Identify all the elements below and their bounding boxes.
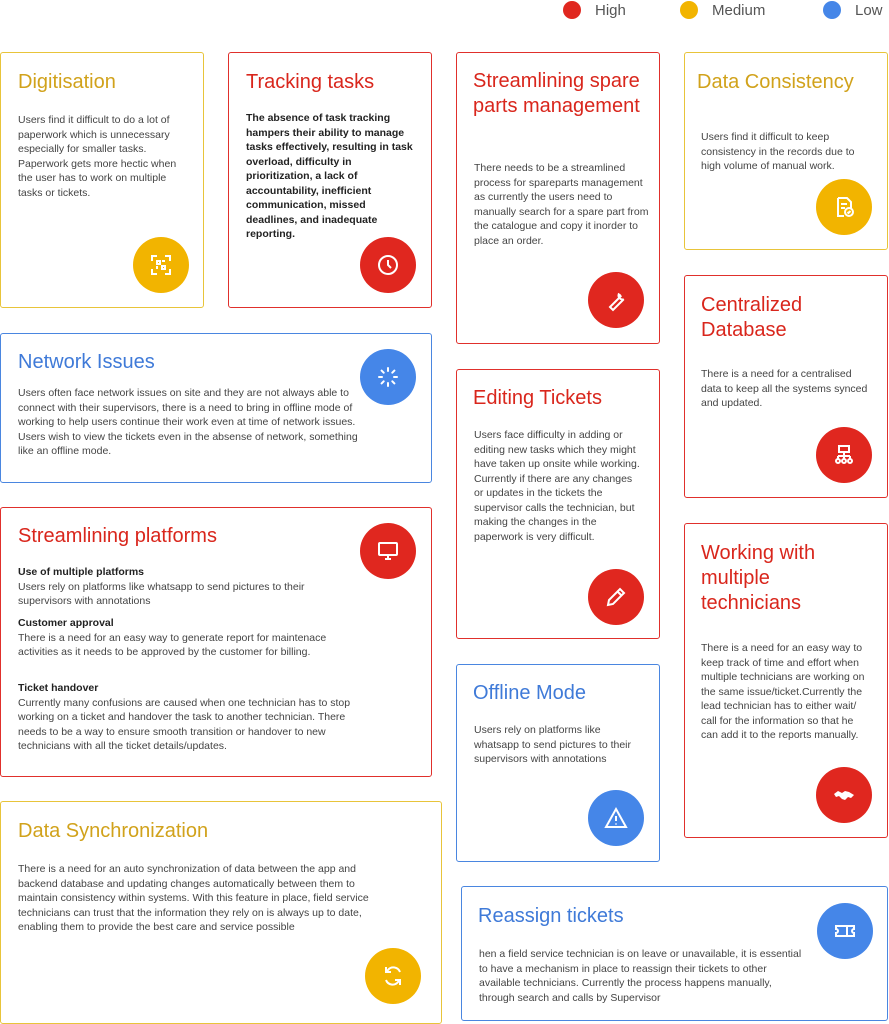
card-network-issues — [0, 333, 432, 483]
card-description: There needs to be a streamlined process for spareparts management as currently the users need to manually search for a spare part from the catalogue and copy it inorder to place an order. — [474, 162, 649, 247]
sync-icon — [365, 948, 421, 1004]
card-description: Users rely on platforms like whatsapp to send pictures to their supervisors with annotations — [474, 724, 632, 765]
section-text: Users rely on platforms like whatsapp to send pictures to their supervisors with annotations — [18, 580, 305, 607]
card-data-synchronization — [0, 801, 442, 1024]
legend-high-dot — [563, 1, 581, 19]
card-reassign-tickets — [461, 886, 888, 1021]
card-title: Streamlining platforms — [18, 525, 217, 547]
platforms-section-1 — [18, 565, 348, 609]
card-multiple-technicians — [684, 523, 888, 838]
card-description: Users often face network issues on site and they are not always able to connect with their supervisors, there is a need to bring in offline mode of working to help users continue their work even at time of network issues. Users wish to view the tickets even in the absense of network, something like an offline mode. — [18, 387, 358, 457]
wrench-icon — [588, 272, 644, 328]
card-title: Digitisation — [18, 71, 116, 93]
card-title: Editing Tickets — [473, 387, 602, 409]
card-digitisation — [0, 52, 204, 308]
priority-legend — [0, 0, 889, 20]
warning-icon — [588, 790, 644, 846]
card-title: Reassign tickets — [478, 905, 624, 927]
card-title: Tracking tasks — [246, 71, 375, 93]
legend-low-dot — [823, 1, 841, 19]
card-tracking-tasks — [228, 52, 432, 308]
card-description: Users find it difficult to do a lot of paperwork which is unnecessary especially for smaller tasks. Paperwork gets more hectic when the user has to work on multiple tasks or tickets. — [18, 114, 177, 199]
card-description: hen a field service technician is on leave or unavailable, it is essential to have a mechanism in place to reassign their tickets to other available technicians. Currently the process happens manually, through search and calls by Supervisor — [479, 948, 802, 1004]
legend-high — [563, 0, 626, 20]
card-title: Centralized Database — [701, 294, 803, 341]
section-text: There is a need for an easy way to generate report for maintenace activities as it needs to be approved by the customer for billing. — [18, 631, 327, 658]
scan-document-icon — [133, 237, 189, 293]
legend-medium-dot — [680, 1, 698, 19]
ticket-icon — [817, 903, 873, 959]
section-text: Currently many confusions are caused when one technician has to stop working on a ticket and handover the task to another technician. There needs to be a way to ensure smooth transition or handover to new technicians with all the ticket details/updates. — [18, 696, 351, 752]
loading-spinner-icon — [360, 349, 416, 405]
card-data-consistency — [684, 52, 888, 250]
card-title: Offline Mode — [473, 682, 587, 704]
handshake-icon — [816, 767, 872, 823]
card-title: Streamlining spare parts management — [473, 70, 640, 117]
hierarchy-icon — [816, 427, 872, 483]
card-title: Working with multiple technicians — [701, 542, 816, 614]
legend-medium-label: Medium — [712, 1, 766, 19]
monitor-icon — [360, 523, 416, 579]
card-description: The absence of task tracking hampers their ability to manage tasks effectively, resulting in task overload, difficulty in prioritization, a lack of accountability, inefficient communication, missed deadlines, and inadequate reporting. — [246, 112, 413, 240]
card-title: Network Issues — [18, 351, 155, 373]
card-spare-parts — [456, 52, 660, 344]
card-description: Users find it difficult to keep consistency in the records due to high volume of manual work. — [701, 131, 855, 172]
legend-high-label: High — [595, 1, 626, 19]
card-title: Data Synchronization — [18, 820, 209, 842]
clock-icon — [360, 237, 416, 293]
legend-low — [823, 0, 883, 20]
section-heading: Customer approval — [18, 617, 114, 629]
card-title: Data Consistency — [697, 71, 854, 93]
card-description: Users face difficulty in adding or editing new tasks which they might have taken up onsite while working. Currently if there are any changes or updates in the tickets the supervisor calls the technician, but making the changes in the paperwork is very difficult. — [474, 429, 640, 543]
card-editing-tickets — [456, 369, 660, 639]
card-centralized-database — [684, 275, 888, 498]
card-description: There is a need for a centralised data to keep all the systems synced and updated. — [701, 368, 868, 409]
section-heading: Ticket handover — [18, 682, 99, 694]
card-description: There is a need for an easy way to keep track of time and effort when multiple technicians are working on the same issue/ticket.Currently the lead technician has to either wait/ call for the information so that he can add it to the reports manually. — [701, 642, 865, 741]
section-heading: Use of multiple platforms — [18, 566, 145, 578]
platforms-section-3 — [18, 681, 358, 754]
card-streamlining-platforms — [0, 507, 432, 777]
document-check-icon — [816, 179, 872, 235]
legend-low-label: Low — [855, 1, 883, 19]
legend-medium — [680, 0, 765, 20]
pencil-icon — [588, 569, 644, 625]
platforms-section-2 — [18, 616, 348, 660]
card-offline-mode — [456, 664, 660, 862]
card-description: There is a need for an auto synchronization of data between the app and backend database and updating changes automatically between them to maintain consistency within systems. With this feature in place, field service technicians can trust that the information they rely on is always up to date, enabling them to provide the best care and service possible — [18, 863, 369, 933]
